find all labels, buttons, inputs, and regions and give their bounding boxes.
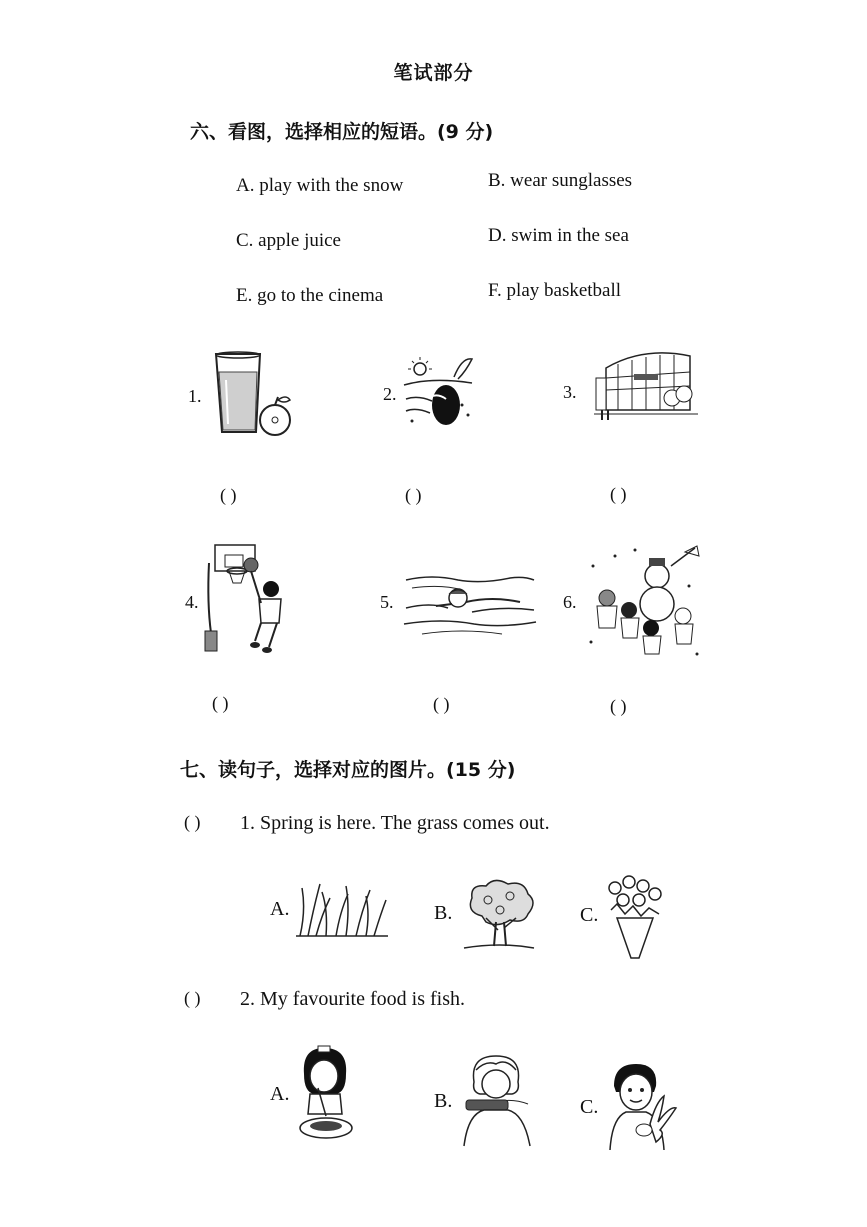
item-6-number: 6. [563,592,577,612]
item-1-answer-blank[interactable]: ( ) [220,485,237,505]
option-a: A. play with the snow [236,175,404,196]
section-6-heading: 六、看图，选择相应的短语。(9 分) [190,121,494,143]
page-title: 笔试部分 [393,62,474,84]
item-4-answer-blank[interactable]: ( ) [212,693,229,713]
item-1-number: 1. [188,386,202,406]
item-3-answer-blank[interactable]: ( ) [610,484,627,504]
question-1-text: 1. Spring is here. The grass comes out. [240,812,550,834]
question-2-choice-c-label: C. [580,1096,599,1118]
basketball-player-icon [203,543,288,655]
question-2-answer-blank[interactable]: ( ) [184,988,201,1008]
item-4-number: 4. [185,592,199,612]
option-f: F. play basketball [488,280,622,301]
item-2-number: 2. [383,384,397,404]
option-e: E. go to the cinema [236,285,384,306]
question-1-choice-c-label: C. [580,904,599,926]
section-7-heading: 七、读句子，选择对应的图片。(15 分) [180,759,516,781]
tree-icon [462,878,537,954]
girl-eating-noodles-icon [296,1044,356,1146]
item-6-answer-blank[interactable]: ( ) [610,696,627,716]
cinema-building-icon [594,348,699,423]
question-1-answer-blank[interactable]: ( ) [184,812,201,832]
question-1-choice-a-label: A. [270,898,290,920]
option-b: B. wear sunglasses [488,170,633,191]
woman-eating-fish-icon [460,1052,535,1148]
question-2-choice-b-label: B. [434,1090,453,1112]
juice-glass-apple-icon [212,350,297,440]
question-2-text: 2. My favourite food is fish. [240,988,465,1010]
question-1-choice-b-label: B. [434,902,453,924]
question-2-choice-a-label: A. [270,1083,290,1105]
option-d: D. swim in the sea [488,225,629,246]
flower-bouquet-icon [603,874,668,962]
swimmer-icon [402,572,537,637]
grass-icon [296,880,391,940]
option-c: C. apple juice [236,230,341,251]
boy-holding-vegetable-icon [606,1062,678,1152]
beach-sunglasses-icon [402,355,477,430]
item-2-answer-blank[interactable]: ( ) [405,485,422,505]
item-5-number: 5. [380,592,394,612]
item-5-answer-blank[interactable]: ( ) [433,694,450,714]
item-3-number: 3. [563,382,577,402]
kids-snow-play-icon [585,546,703,661]
